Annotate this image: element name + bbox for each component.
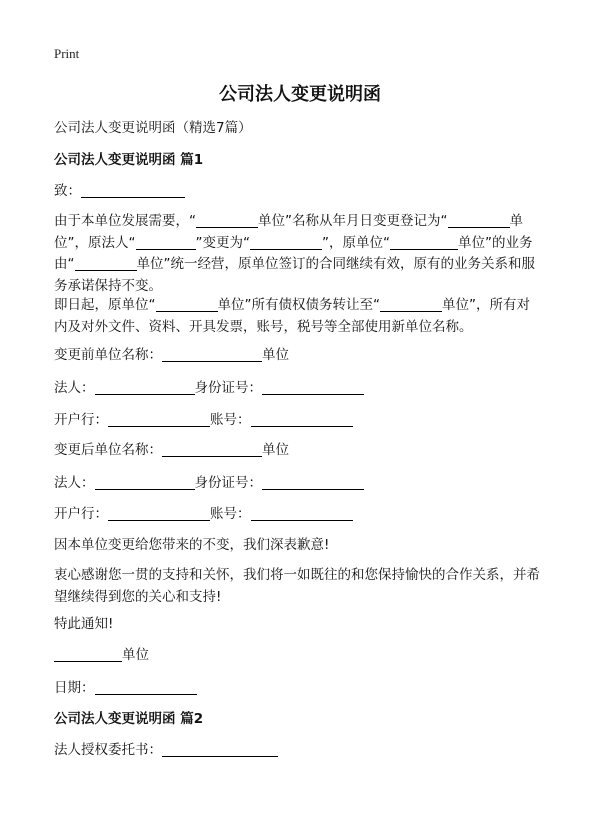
recipient-blank bbox=[81, 183, 185, 198]
section-1-heading: 公司法人变更说明函 篇1 bbox=[54, 152, 204, 168]
document-subtitle: 公司法人变更说明函（精选7篇） bbox=[54, 120, 252, 136]
after-name-row: 变更后单位名称： 单位 bbox=[54, 442, 289, 458]
authorization-row: 法人授权委托书： bbox=[54, 740, 278, 760]
print-link[interactable]: Print bbox=[54, 46, 80, 61]
after-bank-row: 开户行： 账号： bbox=[54, 504, 353, 524]
thanks-line-1: 衷心感谢您一贯的支持和关怀，我们将一如既往的和您保持愉快的合作关系，并希 bbox=[54, 567, 540, 583]
before-name-row: 变更前单位名称： 单位 bbox=[54, 347, 289, 363]
document-title: 公司法人变更说明函 bbox=[219, 84, 381, 105]
paragraph-1-line-4: 务承诺保持不变。 bbox=[54, 277, 162, 294]
paragraph-1-line-2: 位”，原法人“ ”变更为“ ”，原单位“ 单位”的业务 bbox=[54, 234, 533, 251]
apology-text: 因本单位变更给您带来的不变，我们深表歉意! bbox=[54, 537, 330, 553]
paragraph-2-line-2: 内及对外文件、资料、开具发票，账号，税号等全部使用新单位名称。 bbox=[54, 318, 473, 335]
to-line bbox=[54, 181, 185, 201]
to-label: 致： bbox=[54, 183, 81, 199]
paragraph-2 bbox=[54, 295, 550, 338]
after-legal-row: 法人： 身份证号： bbox=[54, 473, 364, 493]
paragraph-1 bbox=[54, 211, 550, 297]
paragraph-1-line-1: 由于本单位发展需要，“ 单位”名称从年月日变更登记为“ 单 bbox=[54, 213, 523, 229]
notice-text: 特此通知! bbox=[54, 616, 114, 632]
paragraph-2-line-1: 即日起，原单位“ 单位”所有债权债务转让至“ 单位”，所有对 bbox=[54, 297, 530, 313]
date-row: 日期： bbox=[54, 678, 197, 698]
before-bank-row: 开户行： 账号： bbox=[54, 410, 353, 430]
thanks-paragraph bbox=[54, 565, 550, 608]
section-2-heading: 公司法人变更说明函 篇2 bbox=[54, 711, 204, 727]
thanks-line-2: 望继续得到您的关心和支持! bbox=[54, 588, 222, 605]
signature-unit-row: 单位 bbox=[54, 645, 149, 665]
before-legal-row: 法人： 身份证号： bbox=[54, 378, 364, 398]
paragraph-1-line-3: 由“ 单位”统一经营，原单位签订的合同继续有效，原有的业务关系和服 bbox=[54, 256, 535, 272]
